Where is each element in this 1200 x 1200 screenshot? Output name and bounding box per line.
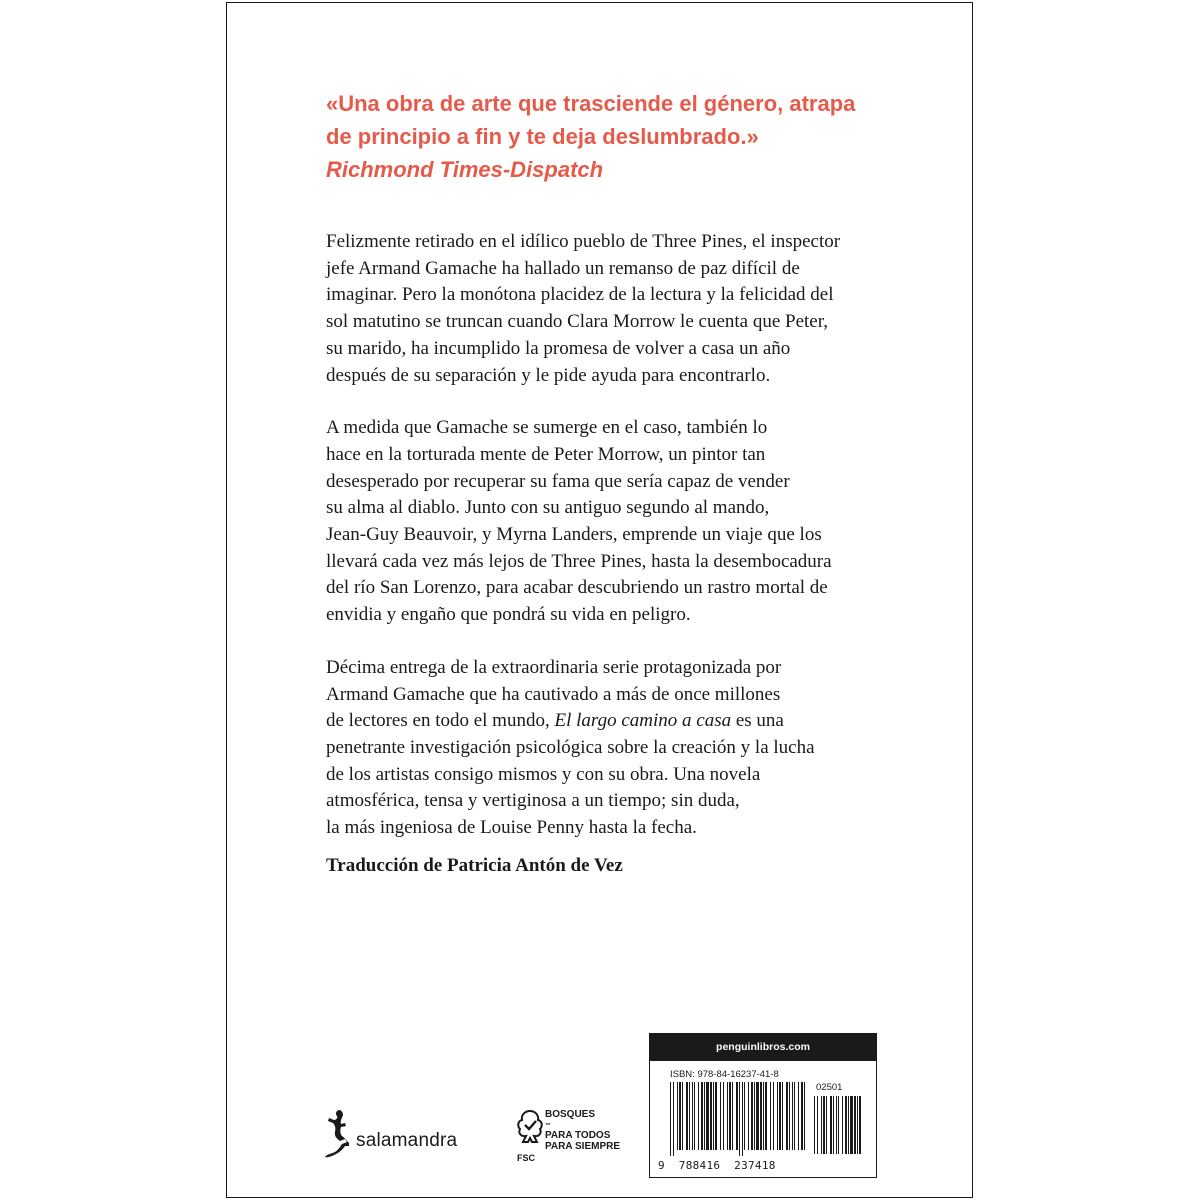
- barcode-bar: [692, 1082, 693, 1150]
- text-line: su marido, ha incumplido la promesa de volver a casa un año: [326, 337, 791, 359]
- slogan-line: [545, 1110, 645, 1131]
- text-line: jefe Armand Gamache ha hallado un remanso de paz difícil de: [326, 257, 800, 279]
- text-line: hace en la torturada mente de Peter Morrow, un pintor tan: [326, 443, 766, 465]
- barcode-bar: [777, 1082, 778, 1150]
- barcode-panel: [649, 1033, 877, 1178]
- barcode-bar: [792, 1082, 793, 1150]
- website-label: penguinlibros.com: [650, 1034, 876, 1061]
- barcode-bar: [801, 1082, 803, 1150]
- barcode-bar: [848, 1096, 849, 1154]
- barcode-bar: [830, 1096, 832, 1154]
- publisher-logo: [323, 1108, 493, 1168]
- barcode-bar: [748, 1082, 749, 1150]
- synopsis-paragraph-3: [326, 655, 886, 842]
- translation-credit: Traducción de Patricia Antón de Vez: [326, 855, 623, 876]
- barcode-bar: [754, 1082, 755, 1150]
- text-line: llevará cada vez más lejos de Three Pines, hasta la desembocadura: [326, 550, 832, 572]
- barcode-bar: [710, 1082, 712, 1150]
- barcode-bar: [729, 1082, 731, 1150]
- isbn-label: ISBN: 978-84-16237-41-8: [670, 1069, 779, 1080]
- text-line: sol matutino se truncan cuando Clara Morrow le cuenta que Peter,: [326, 311, 829, 333]
- trademark-mark: ™: [545, 1122, 551, 1129]
- barcode-bar: [751, 1082, 753, 1150]
- fsc-slogan: [545, 1110, 645, 1152]
- barcode-bar: [859, 1096, 861, 1154]
- barcode-bar: [854, 1096, 856, 1154]
- barcode-bar: [798, 1082, 799, 1150]
- barcode-bar: [744, 1082, 745, 1150]
- barcode-bar: [794, 1082, 795, 1150]
- text-line: atmosférica, tensa y vertiginosa a un tiempo; sin duda,: [326, 790, 740, 812]
- barcode-bar: [706, 1082, 709, 1150]
- text-line: penetrante investigación psicológica sobre la creación y la lucha: [326, 736, 815, 758]
- barcode-bar: [845, 1096, 847, 1154]
- barcode-digits: 9 788416 237418: [658, 1159, 776, 1172]
- barcode-bar: [727, 1082, 728, 1150]
- text-line: del río San Lorenzo, para acabar descubriendo un rastro mortal de: [326, 577, 828, 599]
- text-line: desesperado por recuperar su fama que sería capaz de vender: [326, 470, 790, 492]
- barcode-bar: [789, 1082, 790, 1150]
- text-line: su alma al diablo. Junto con su antiguo segundo al mando,: [326, 497, 770, 519]
- barcode-bar: [773, 1082, 774, 1150]
- barcode-bar: [817, 1096, 818, 1154]
- text-line: envidia y engaño que pondrá su vida en peligro.: [326, 604, 691, 626]
- fsc-tree-check-icon: [515, 1108, 545, 1154]
- barcode-bar: [857, 1096, 858, 1154]
- barcode-bar: [739, 1082, 740, 1156]
- barcode-bar: [765, 1082, 767, 1150]
- barcode-bar: [779, 1082, 781, 1150]
- barcode-bar: [689, 1082, 690, 1150]
- synopsis-paragraph-1: [326, 229, 886, 389]
- text-line: A medida que Gamache se sumerge en el caso, también lo: [326, 417, 768, 439]
- publisher-name: salamandra: [356, 1130, 458, 1151]
- barcode-bar: [756, 1082, 759, 1150]
- fsc-label: FSC: [517, 1153, 535, 1163]
- barcode-bar: [732, 1082, 733, 1150]
- blurb-quote: [326, 87, 926, 186]
- barcode-bar: [701, 1082, 703, 1150]
- barcode-bar: [814, 1096, 815, 1154]
- barcode-bar: [713, 1082, 714, 1150]
- text-line: Jean-Guy Beauvoir, y Myrna Landers, emprende un viaje que los: [326, 524, 822, 546]
- book-title: El largo camino a casa: [554, 710, 732, 732]
- text-fragment: es una: [731, 710, 784, 732]
- quote-source: Richmond Times-Dispatch: [326, 157, 604, 182]
- barcode-bar: [742, 1082, 743, 1156]
- barcode-bar: [838, 1096, 839, 1154]
- synopsis-paragraph-2: [326, 415, 886, 629]
- quote-line: de principio a fin y te deja deslumbrado.»: [326, 124, 759, 149]
- fsc-logo: [515, 1108, 645, 1174]
- book-back-cover: [226, 2, 973, 1198]
- barcode-bar: [770, 1082, 771, 1150]
- slogan-word: BOSQUES: [545, 1109, 596, 1120]
- barcode-bar: [720, 1082, 721, 1150]
- salamander-icon: [323, 1108, 355, 1164]
- text-line: Felizmente retirado en el idílico pueblo de Three Pines, el inspector: [326, 231, 841, 252]
- barcode-bar: [804, 1082, 805, 1150]
- text-line: [326, 708, 886, 735]
- barcode-bar: [682, 1082, 683, 1150]
- barcode-bar: [826, 1096, 827, 1154]
- slogan-line: PARA TODOS: [545, 1130, 611, 1141]
- barcode-bar: [723, 1082, 724, 1150]
- barcode-bar: [694, 1082, 695, 1150]
- barcode-bar: [673, 1082, 674, 1156]
- text-line: la más ingeniosa de Louise Penny hasta la fecha.: [326, 817, 697, 839]
- slogan-line: PARA SIEMPRE: [545, 1140, 621, 1152]
- barcode-bar: [823, 1096, 825, 1154]
- barcode-bar: [850, 1096, 853, 1154]
- quote-line: «Una obra de arte que trasciende el género, atrapa: [326, 91, 856, 116]
- text-line: imaginar. Pero la monótona placidez de la lectura y la felicidad del: [326, 284, 834, 306]
- barcode-bar: [679, 1082, 681, 1150]
- synopsis: [326, 229, 886, 868]
- addon-barcode: [814, 1096, 864, 1158]
- price-addon-number: 02501: [816, 1082, 843, 1093]
- barcode-bar: [786, 1082, 788, 1150]
- barcode-bar: [833, 1096, 834, 1154]
- barcode-bar: [760, 1082, 762, 1150]
- barcode-bar: [782, 1082, 783, 1150]
- barcode-bar: [763, 1082, 764, 1150]
- ean-barcode: [670, 1082, 808, 1158]
- barcode-bar: [686, 1082, 688, 1150]
- text-fragment: de lectores en todo el mundo,: [326, 710, 555, 732]
- text-line: Décima entrega de la extraordinaria serie protagonizada por: [326, 656, 782, 678]
- barcode-bar: [704, 1082, 705, 1150]
- text-line: después de su separación y le pide ayuda para encontrarlo.: [326, 364, 771, 386]
- barcode-bar: [842, 1096, 843, 1154]
- text-line: Armand Gamache que ha cautivado a más de once millones: [326, 683, 781, 705]
- barcode-bar: [715, 1082, 717, 1150]
- barcode-bar: [670, 1082, 671, 1156]
- text-line: de los artistas consigo mismos y con su obra. Una novela: [326, 763, 761, 785]
- barcode-bar: [836, 1096, 837, 1154]
- barcode-bar: [821, 1096, 822, 1154]
- barcode-bar: [677, 1082, 678, 1150]
- barcode-bar: [736, 1082, 738, 1150]
- barcode-bar: [698, 1082, 699, 1150]
